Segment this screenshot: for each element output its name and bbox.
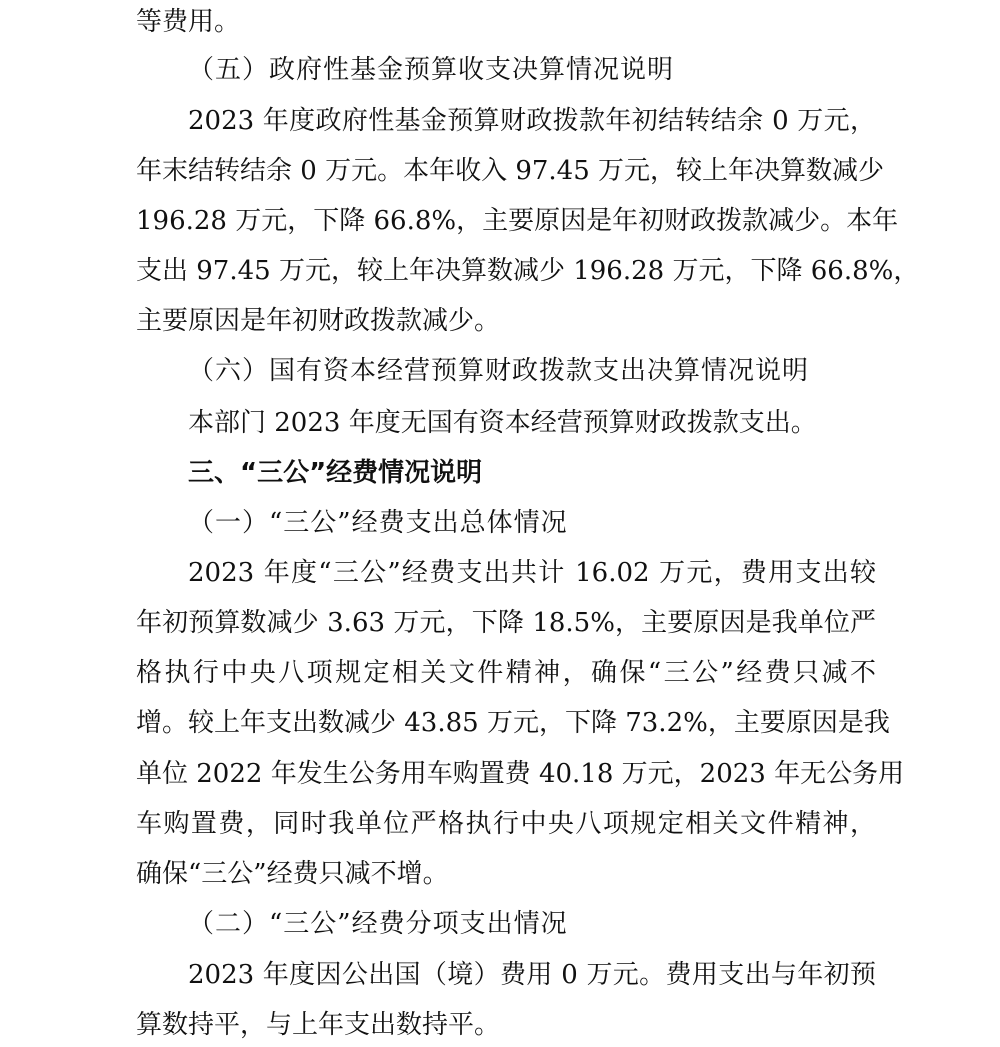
paragraph-line: 格执行中央八项规定相关文件精神，确保“三公”经费只减不 xyxy=(136,658,876,688)
section-heading-6: （六）国有资本经营预算财政拨款支出决算情况说明 xyxy=(188,356,810,386)
paragraph-line: 单位 2022 年发生公务用车购置费 40.18 万元，2023 年无公务用 xyxy=(136,759,905,789)
paragraph-line: 增。较上年支出数减少 43.85 万元，下降 73.2%，主要原因是我 xyxy=(136,708,890,738)
paragraph-line: 196.28 万元，下降 66.8%，主要原因是年初财政拨款减少。本年 xyxy=(136,206,899,236)
paragraph-line: 算数持平，与上年支出数持平。 xyxy=(136,1010,501,1040)
paragraph-line: 本部门 2023 年度无国有资本经营预算财政拨款支出。 xyxy=(188,408,817,438)
paragraph-line: 2023 年度因公出国（境）费用 0 万元。费用支出与年初预 xyxy=(188,960,876,990)
section-heading-2: （二）“三公”经费分项支出情况 xyxy=(188,909,568,939)
chapter-heading-3: 三、“三公”经费情况说明 xyxy=(188,458,483,488)
section-heading-1: （一）“三公”经费支出总体情况 xyxy=(188,508,568,538)
paragraph-line: 确保“三公”经费只减不增。 xyxy=(136,859,449,889)
paragraph-line: 车购置费，同时我单位严格执行中央八项规定相关文件精神， xyxy=(136,809,876,839)
paragraph-line: 2023 年度“三公”经费支出共计 16.02 万元，费用支出较 xyxy=(188,558,876,588)
paragraph-line: 支出 97.45 万元，较上年决算数减少 196.28 万元，下降 66.8%， xyxy=(136,256,920,286)
paragraph-line: 主要原因是年初财政拨款减少。 xyxy=(136,306,501,336)
section-heading-5: （五）政府性基金预算收支决算情况说明 xyxy=(188,55,675,85)
paragraph-line: 2023 年度政府性基金预算财政拨款年初结转结余 0 万元， xyxy=(188,106,876,136)
paragraph-line: 年末结转结余 0 万元。本年收入 97.45 万元，较上年决算数减少 xyxy=(136,156,885,186)
paragraph-line: 等费用。 xyxy=(136,7,241,37)
paragraph-line: 年初预算数减少 3.63 万元，下降 18.5%，主要原因是我单位严 xyxy=(136,608,876,638)
